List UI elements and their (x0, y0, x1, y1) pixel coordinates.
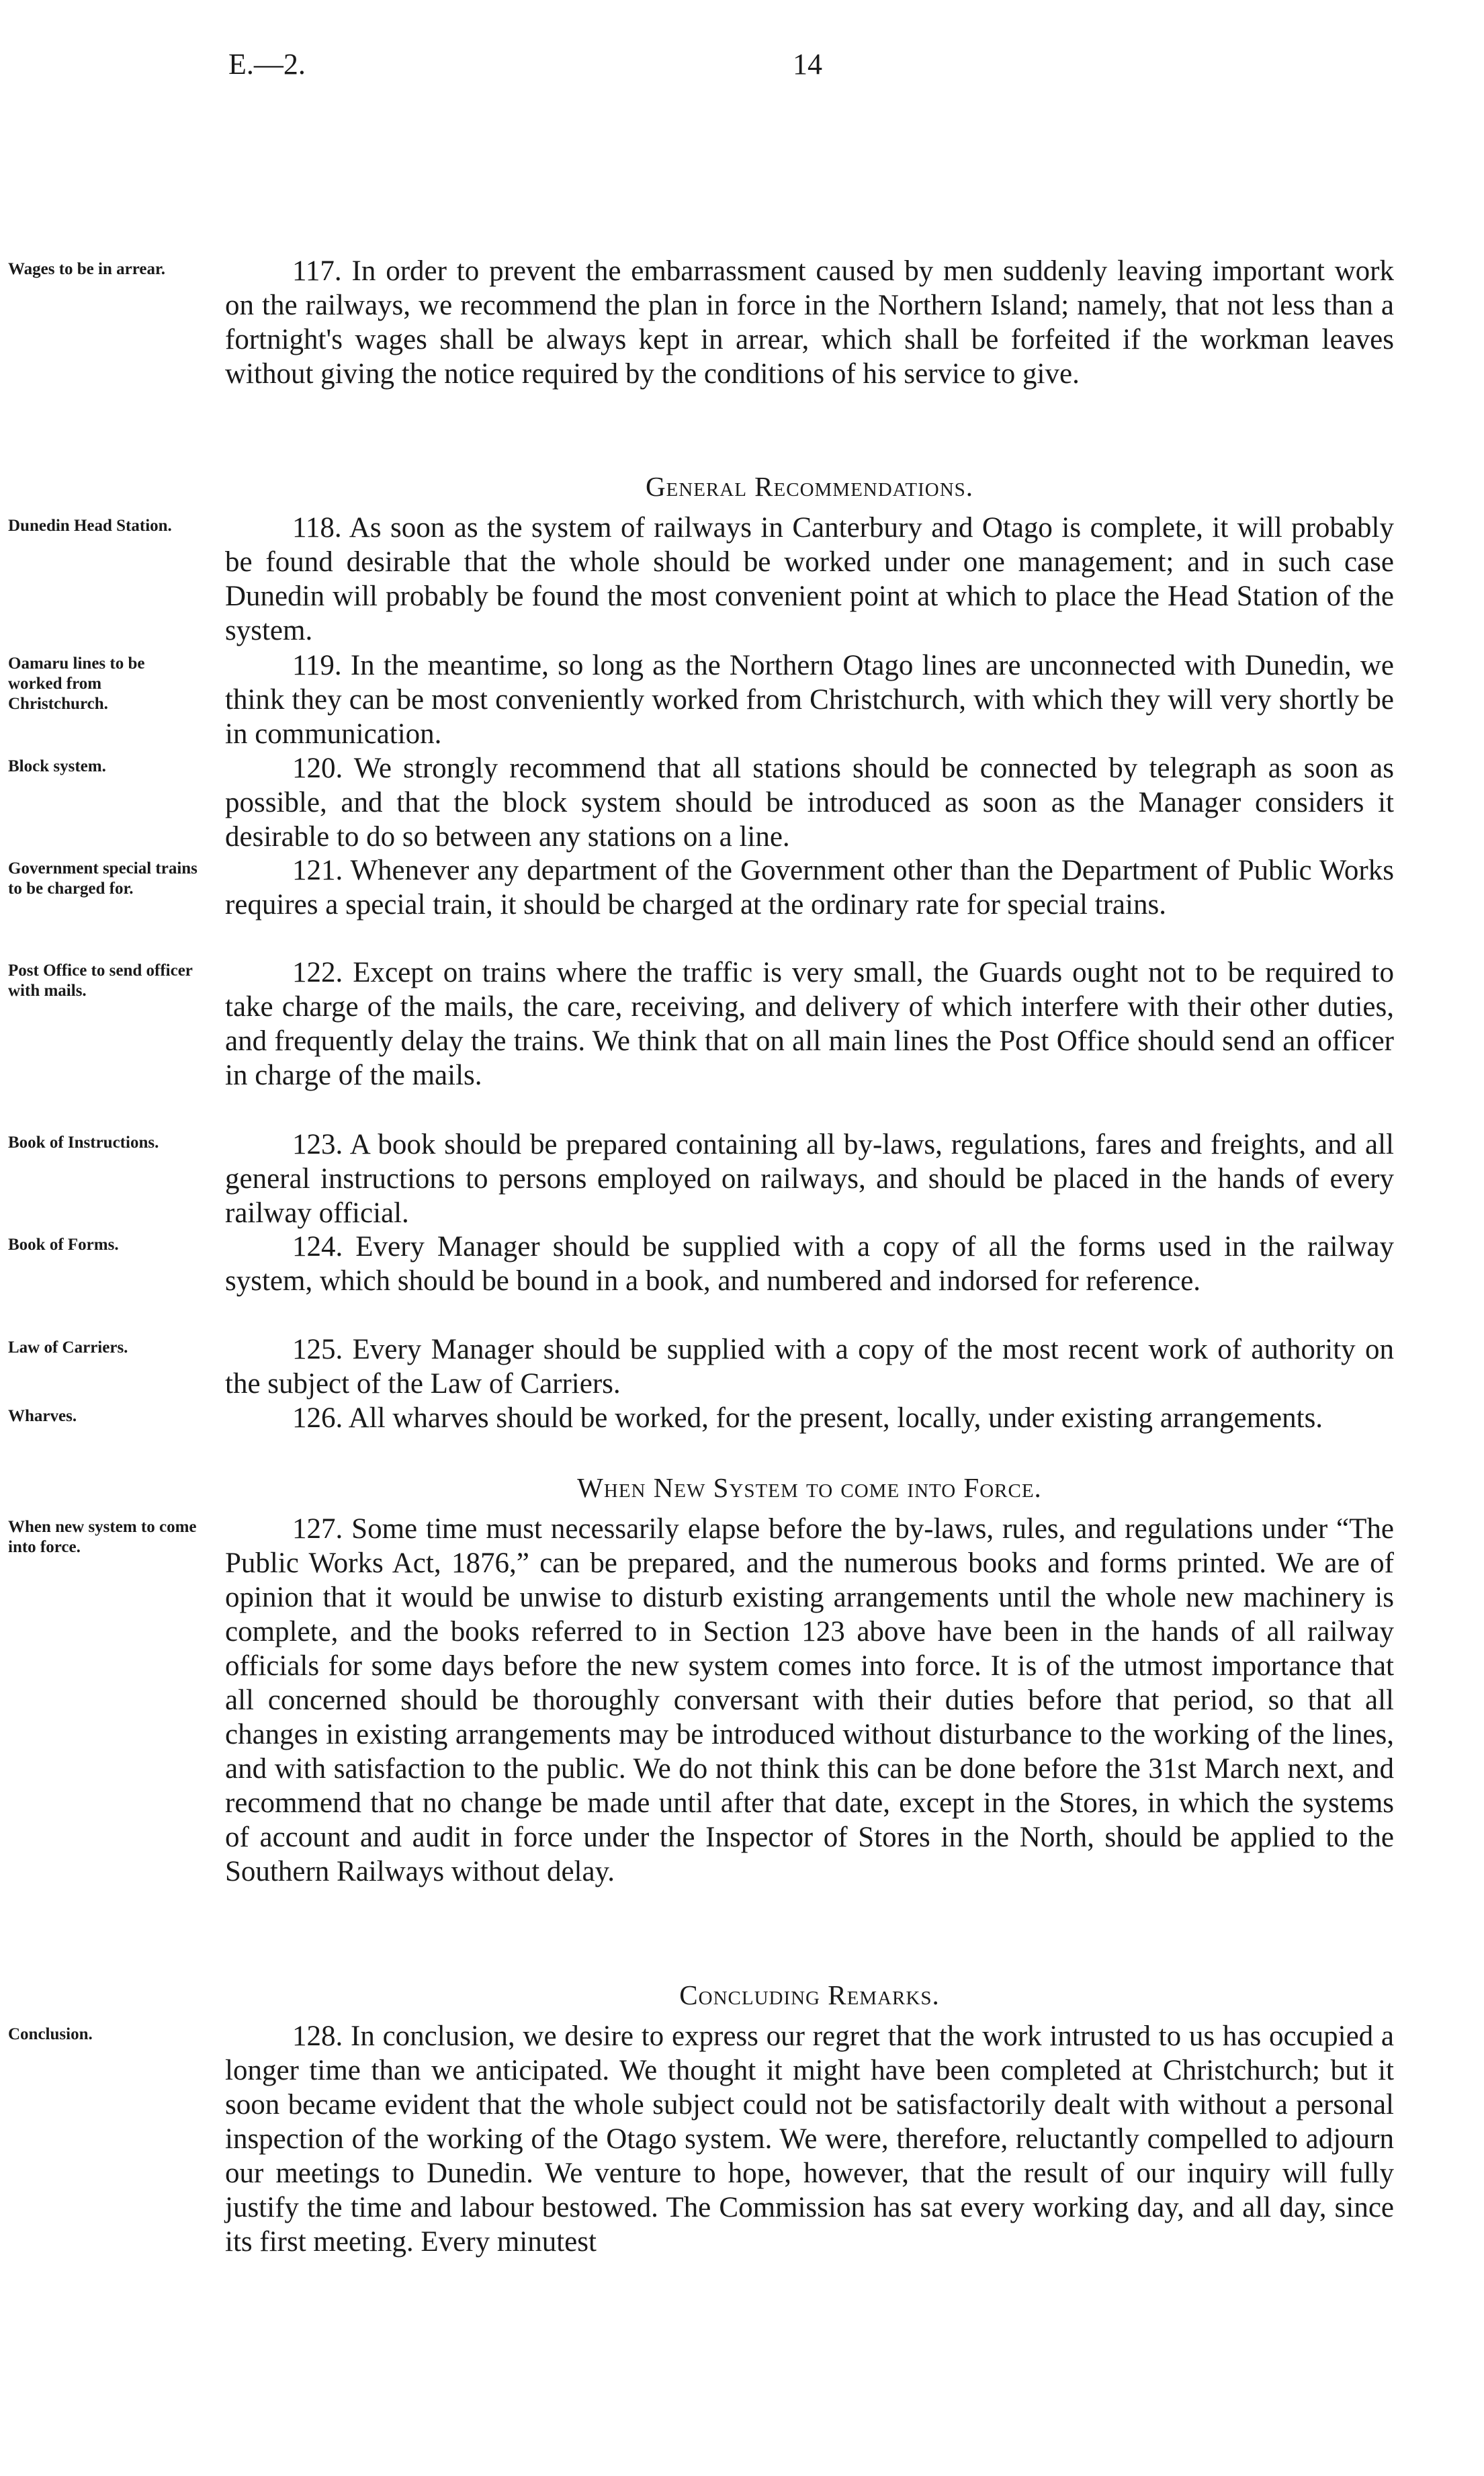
page-number: 14 (793, 48, 822, 81)
margin-note: Wages to be in arrear. (8, 260, 166, 278)
margin-note: Government special trains to be charged for. (8, 859, 198, 898)
numbered-paragraph: 120. We strongly recommend that all stations should be connected by telegraph as soon as possible, and that the block system should be introduced as soon as the Manager considers it desirable to do so between any stations on a line. (225, 753, 1394, 853)
numbered-paragraph: 123. A book should be prepared containing all by-laws, regulations, fares and freights, and all general instructions to persons employed on railways, and should be placed in the hands of every railway official. (225, 1129, 1394, 1229)
numbered-paragraph: 124. Every Manager should be supplied with a copy of all the forms used in the railway system, which should be bound in a book, and numbered and indorsed for reference. (225, 1231, 1394, 1297)
margin-note: Dunedin Head Station. (8, 517, 172, 535)
numbered-paragraph: 128. In conclusion, we desire to express our regret that the work intrusted to us has occupied a longer time than we anticipated. We thought it might have been completed at Christchurch; but it soon became evident that the whole subject could not be satisfactorily dealt with without a personal inspection of the working of the Otago system. We were, therefore, reluctantly compelled to adjourn our meetings to Dunedin. We venture to hope, however, that the result of our inquiry will fully justify the time and labour bestowed. The Commission has sat every working day, and all day, since its first meeting. Every minutest (225, 2020, 1394, 2258)
numbered-paragraph: 119. In the meantime, so long as the Northern Otago lines are unconnected with Dunedin, we think they can be most conveniently worked from Christchurch, with which they will very shortly be in communication. (225, 650, 1394, 750)
page-header (228, 47, 1384, 87)
margin-note: Conclusion. (8, 2025, 93, 2043)
numbered-paragraph: 125. Every Manager should be supplied with a copy of the most recent work of authority on the subject of the Law of Carriers. (225, 1334, 1394, 1400)
section-heading: Concluding Remarks. (679, 1979, 940, 2010)
section-heading: General Recommendations. (645, 471, 974, 502)
margin-note: Book of Forms. (8, 1236, 119, 1254)
margin-note: Wharves. (8, 1407, 77, 1425)
margin-note: Law of Carriers. (8, 1338, 128, 1357)
numbered-paragraph: 126. All wharves should be worked, for the present, locally, under existing arrangements. (292, 1402, 1323, 1434)
numbered-paragraph: 121. Whenever any department of the Government other than the Department of Public Works requires a special train, it should be charged at the ordinary rate for special trains. (225, 855, 1394, 921)
margin-note: Oamaru lines to be worked from Christchurch. (8, 654, 145, 713)
numbered-paragraph: 117. In order to prevent the embarrassment caused by men suddenly leaving important work on the railways, we recommend the plan in force in the Northern Island; namely, that not less than a fortnight's wages shall be always kept in arrear, which shall be forfeited if the workman leaves without giving the notice required by the conditions of his service to give. (225, 255, 1394, 390)
numbered-paragraph: 118. As soon as the system of railways in Canterbury and Otago is complete, it will probably be found desirable that the whole should be worked under one management; and in such case Dunedin will probably be found the most convenient point at which to place the Head Station of the system. (225, 512, 1394, 646)
margin-note: Book of Instructions. (8, 1134, 159, 1152)
numbered-paragraph: 122. Except on trains where the traffic is very small, the Guards ought not to be required to take charge of the mails, the care, receiving, and delivery of which interfere with their other duties, and frequently delay the trains. We think that on all main lines the Post Office should send an officer in charge of the mails. (225, 957, 1394, 1091)
section-heading: When New System to come into Force. (577, 1472, 1042, 1503)
margin-note: Post Office to send officer with mails. (8, 962, 193, 1000)
document-reference: E.—2. (228, 48, 306, 81)
margin-note: Block system. (8, 757, 106, 775)
margin-note: When new system to come into force. (8, 1518, 197, 1556)
numbered-paragraph: 127. Some time must necessarily elapse before the by-laws, rules, and regulations under “The Public Works Act, 1876,” can be prepared, and the numerous books and forms printed. We are of opinion that it would be unwise to disturb existing arrangements until the whole new machinery is complete, and the books referred to in Section 123 above have been in the hands of all railway officials for some days before the new system comes into force. It is of the utmost importance that all concerned should be thoroughly conversant with their duties before that period, so that all changes in existing arrangements may be introduced without disturbance to the working of the lines, and with satisfaction to the public. We do not think this can be done before the 31st March next, and recommend that no change be made until after that date, except in the Stores, in which the systems of account and audit in force under the Inspector of Stores in the North, should be applied to the Southern Railways without delay. (225, 1513, 1394, 1887)
